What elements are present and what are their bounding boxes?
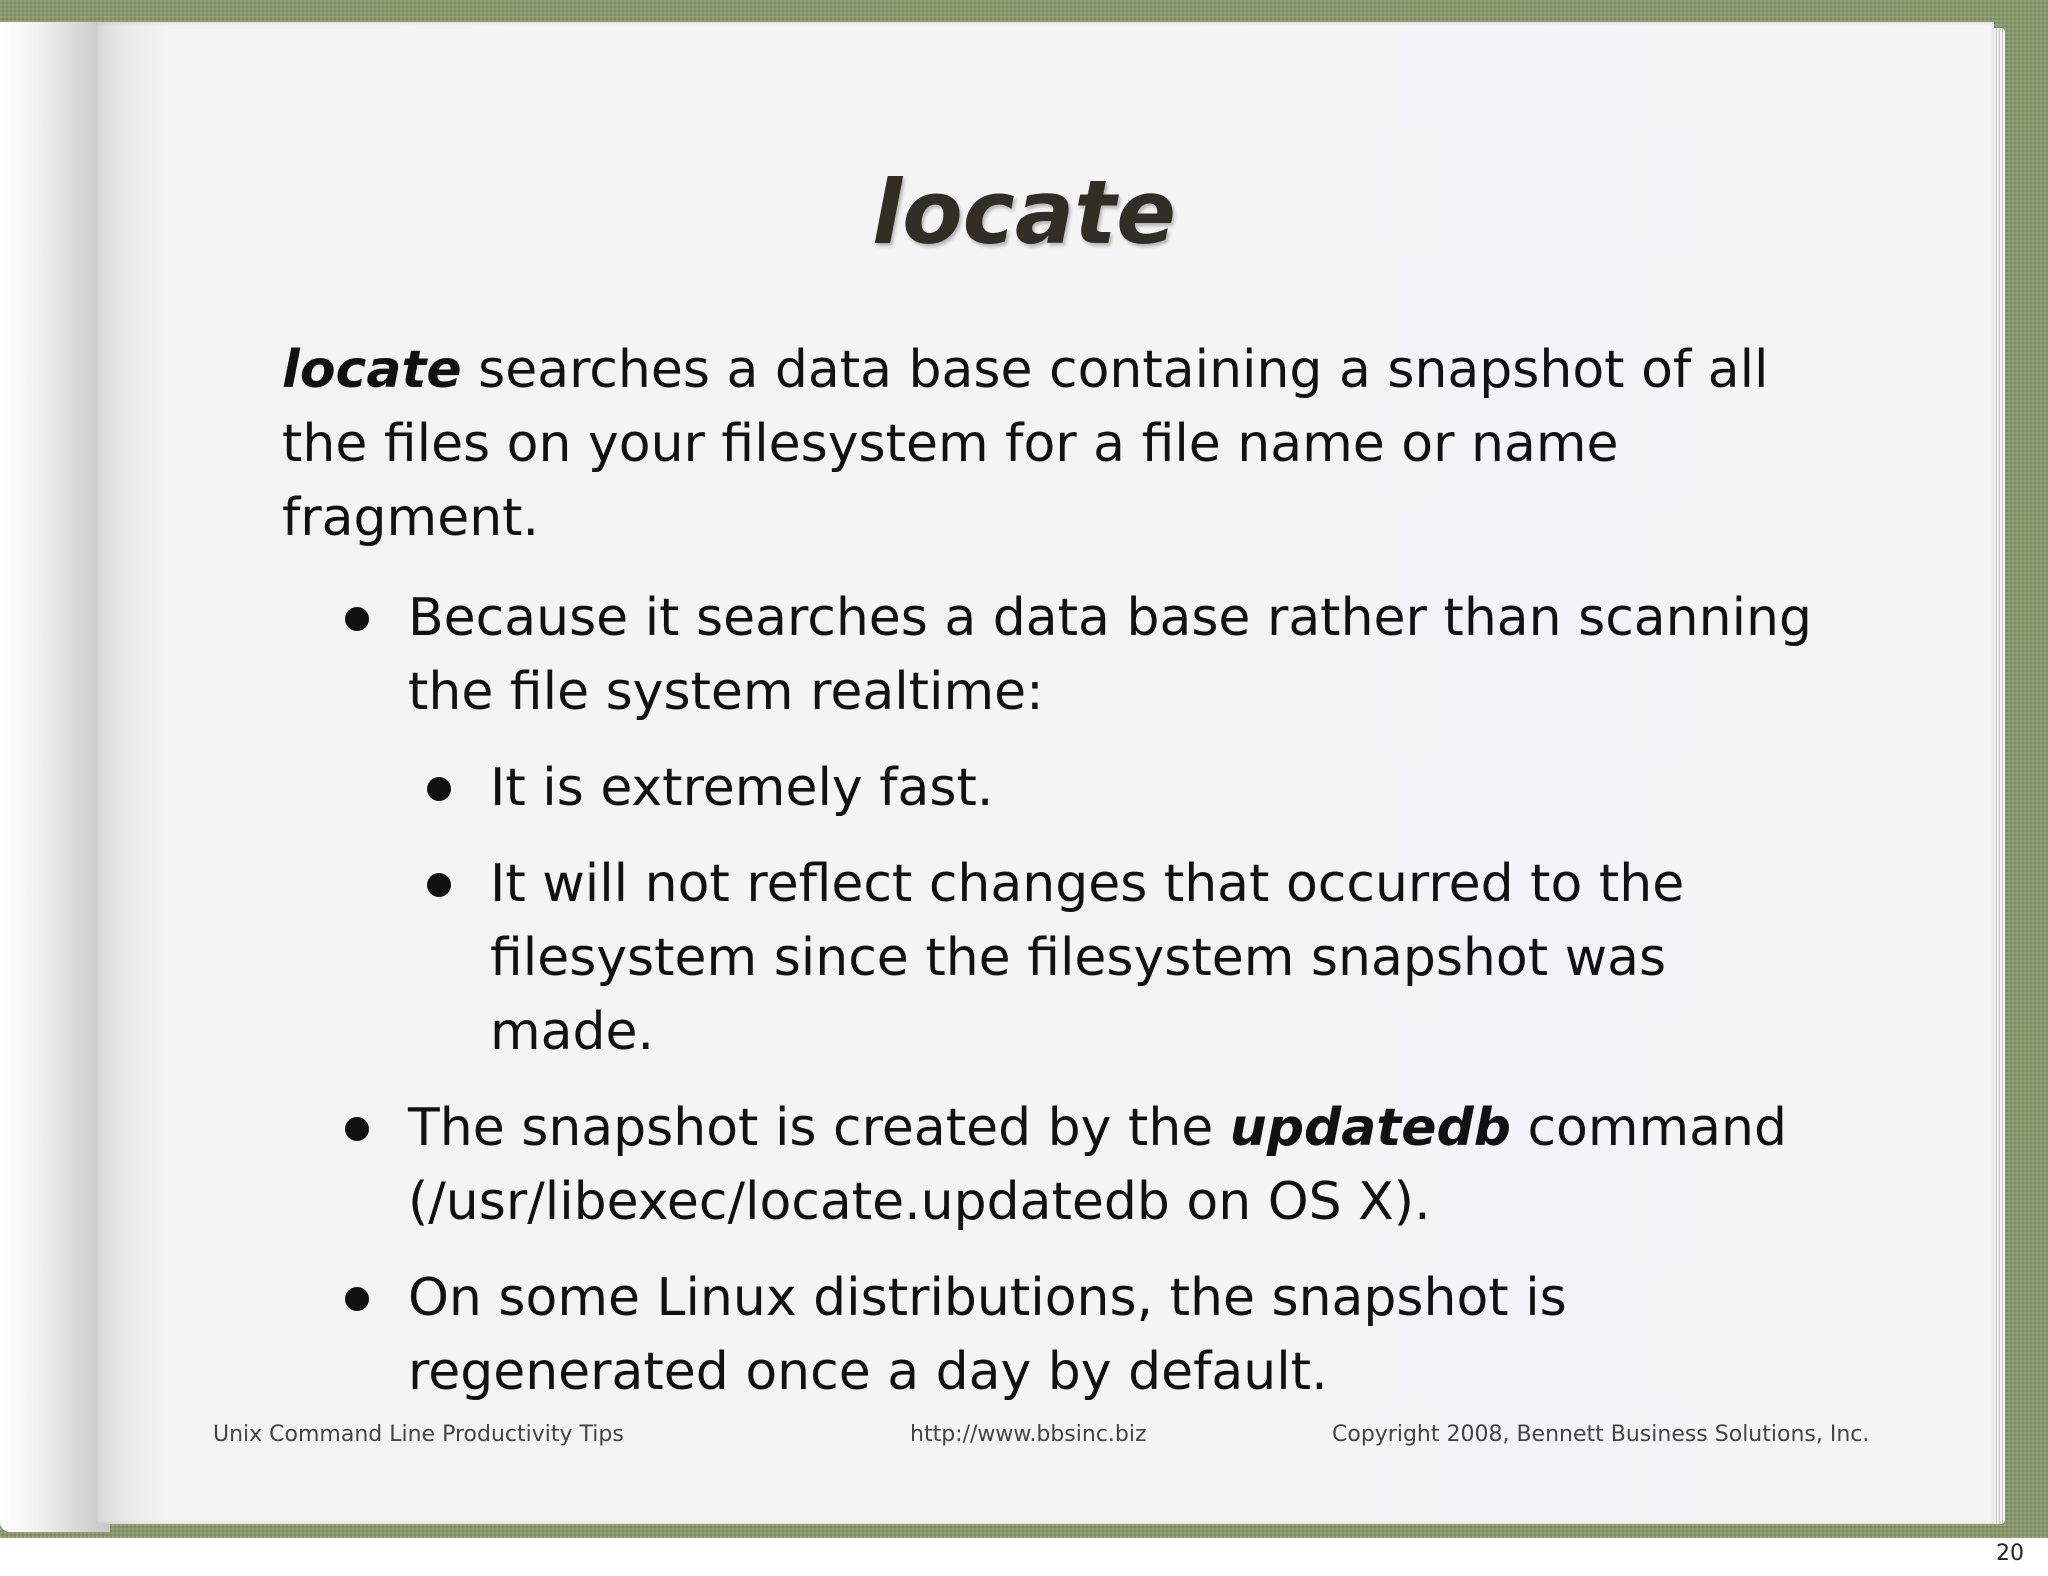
bullet-text: Because it searches a data base rather than scanning the file system realtime:	[408, 588, 1812, 722]
intro-text: searches a data base containing a snapshot of all the files on your filesystem for a file name or name fragment.	[282, 340, 1769, 548]
bullet-text-after: command (/usr/libexec/locate.updatedb on OS X).	[408, 1098, 1787, 1232]
bullet-dot-icon	[427, 873, 451, 897]
bullet-item-1	[408, 581, 1842, 1069]
bullet-dot-icon	[345, 607, 369, 631]
bullet-dot-icon	[345, 1117, 369, 1141]
command-keyword: updatedb	[1229, 1098, 1511, 1158]
footer-copyright: Copyright 2008, Bennett Business Solutions, Inc.	[1332, 1422, 1870, 1447]
intro-keyword: locate	[282, 340, 462, 400]
footer-left-text: Unix Command Line Productivity Tips	[213, 1422, 624, 1447]
page-number: 20	[1996, 1541, 2024, 1566]
bullet-item-2	[408, 1091, 1842, 1239]
sub-bullet-list	[408, 751, 1842, 1069]
slide-title: locate	[872, 161, 1176, 264]
bullet-dot-icon	[427, 777, 451, 801]
sub-bullet-text: It will not reflect changes that occurred to the filesystem since the filesystem snapshot was made.	[490, 854, 1685, 1062]
sub-bullet-item-1	[490, 751, 1842, 825]
sub-bullet-item-2	[490, 847, 1842, 1069]
bullet-dot-icon	[345, 1287, 369, 1311]
bullet-list	[282, 581, 1842, 1409]
bullet-item-3	[408, 1261, 1842, 1409]
sub-bullet-text: It is extremely fast.	[490, 758, 994, 818]
bullet-text-before: The snapshot is created by the	[408, 1098, 1230, 1158]
slide-body	[282, 333, 1842, 1431]
footer-url: http://www.bbsinc.biz	[910, 1422, 1147, 1447]
bullet-text: On some Linux distributions, the snapshot is regenerated once a day by default.	[408, 1268, 1567, 1402]
intro-paragraph	[282, 333, 1842, 555]
